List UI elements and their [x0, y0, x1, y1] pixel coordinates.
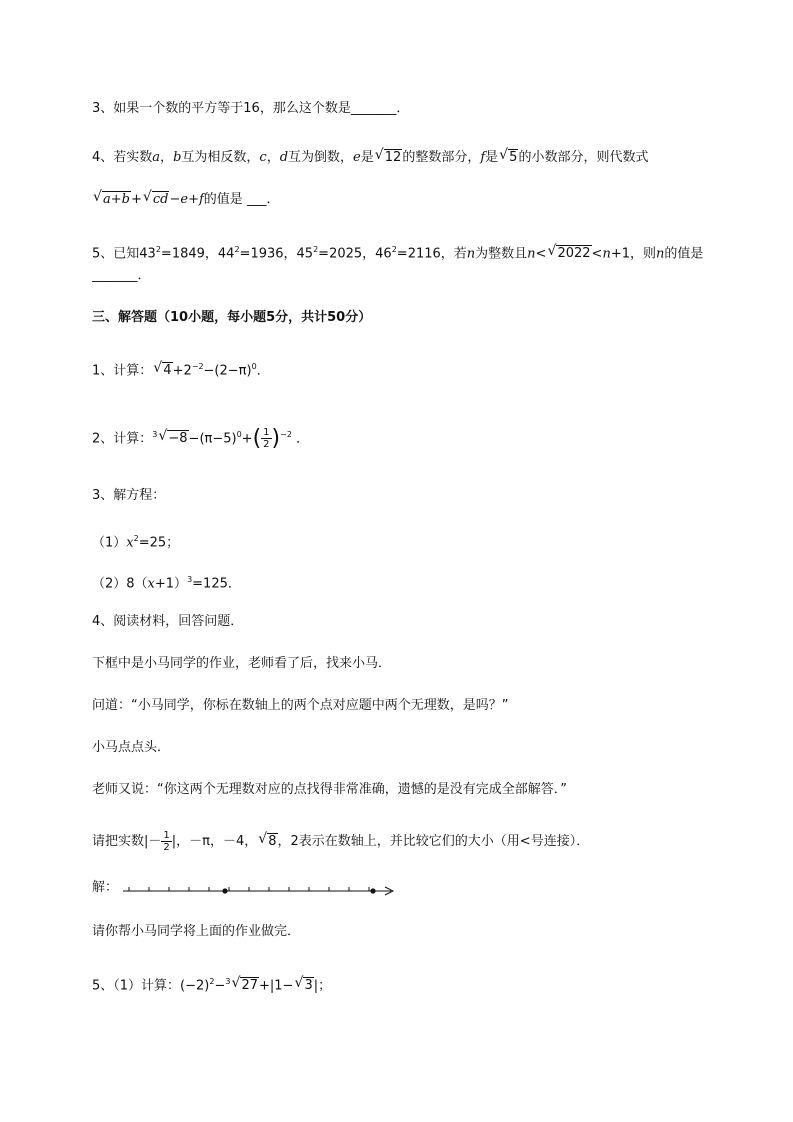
less-than: < [591, 246, 603, 262]
comma: ， [266, 150, 280, 165]
problem-4-text-1: 下框中是小马同学的作业，老师看了后，找来小马． [92, 656, 392, 671]
p2-text: + [241, 431, 253, 447]
q5-text: 为整数且 [475, 246, 528, 262]
radicand: 4 [163, 363, 172, 379]
radicand: 8 [268, 834, 277, 849]
sqrt-4: √ 4 [153, 360, 172, 379]
var-n: n [527, 246, 536, 262]
fraction-1-2 [261, 427, 271, 450]
exponent: −2 [191, 362, 204, 371]
q4-text: 互为相反数， [181, 150, 260, 165]
part-label: （1） [92, 535, 127, 551]
var-c: c [259, 150, 267, 165]
problem-3-part-1 [92, 529, 179, 553]
var-b: b [173, 150, 182, 165]
exponent: 2 [155, 245, 161, 254]
radicand: −8 [168, 431, 188, 447]
p1-text: 1、计算： [92, 363, 153, 379]
sqrt-8: √ 8 [258, 831, 277, 849]
comma: ， [160, 150, 174, 165]
question-3-text: 3、如果一个数的平方等于16，那么这个数是 [92, 101, 351, 116]
var-x: x [126, 535, 134, 551]
p5-text: 5、（1）计算： [92, 978, 181, 994]
period: ． [296, 431, 310, 447]
p5-text: − [214, 978, 226, 994]
problem-3-part-2 [92, 570, 241, 594]
exponent: 2 [391, 245, 397, 254]
radicand: 3 [304, 978, 313, 994]
numerator: 1 [163, 830, 170, 841]
cbrt-27: √ 27 [231, 975, 258, 994]
p5-text: (−2) [180, 978, 210, 994]
exponent: 3 [187, 575, 193, 584]
q4-text: 是 [360, 150, 374, 165]
answer-blank: ___ [246, 192, 267, 207]
q5-text: +1，则 [610, 246, 656, 262]
less-than: < [535, 246, 547, 262]
exponent: 0 [236, 430, 242, 439]
answer-blank: _______ [350, 101, 397, 116]
plus: + [130, 192, 142, 207]
root-index: 3 [225, 977, 231, 986]
root-index: 3 [152, 430, 158, 439]
q5-text: 的值是 [664, 246, 704, 262]
cbrt-neg-8: √ −8 [158, 428, 188, 447]
equation-rest: +1） [154, 576, 188, 592]
sqrt-12: √ 12 [374, 147, 402, 165]
exponent: 2 [133, 534, 139, 543]
p4-text: 请把实数|－ [92, 834, 162, 849]
radicand: 5 [509, 150, 518, 165]
p4-text: |，－π，－4， [171, 834, 258, 849]
var-f: f [480, 150, 486, 165]
sqrt-cd: √ cd [142, 189, 169, 207]
problem-4-text-3: 小马点点头． [92, 740, 171, 755]
sqrt-a-plus-b: √ a+b [93, 189, 130, 207]
problem-3-title: 3、解方程： [92, 488, 166, 503]
fraction-1-2 [161, 830, 171, 853]
equation-rest: =25； [138, 535, 180, 551]
radicand: cd [152, 192, 169, 207]
q4-text: 是 [485, 150, 499, 165]
part-label: （2）8（ [92, 576, 148, 592]
var-n: n [656, 246, 665, 262]
q5-text: =1849，44 [160, 246, 235, 262]
question-5-line-2 [92, 266, 151, 286]
q4-text: 互为倒数， [288, 150, 354, 165]
question-3 [92, 99, 409, 119]
q4-text: 4、若实数 [92, 150, 153, 165]
problem-4-title: 4、阅读材料，回答问题． [92, 614, 244, 629]
right-paren: ) [271, 425, 281, 451]
denominator: 2 [263, 439, 270, 451]
exponent: 2 [209, 977, 215, 986]
p2-text: 2、计算： [92, 431, 153, 447]
number-line-point [370, 888, 375, 893]
var-n: n [602, 246, 611, 262]
expr-rest: −e+f [169, 192, 204, 207]
q5-text: =1936，45 [239, 246, 314, 262]
exponent: −2 [280, 430, 292, 439]
period: ． [266, 192, 280, 207]
p1-text: −(2−π) [203, 363, 252, 379]
var-d: d [279, 150, 289, 165]
radicand: 2022 [557, 246, 591, 262]
p2-text: −(π−5) [188, 431, 237, 447]
number-line-point [222, 888, 227, 893]
sqrt-2022: √ 2022 [547, 243, 591, 262]
problem-4-text-5 [92, 830, 589, 853]
var-x: x [147, 576, 155, 592]
q4-text: 的值是 [203, 192, 243, 207]
equation-end: =125． [192, 576, 241, 592]
p4-text: ，2表示在数轴上，并比较它们的大小（用<号连接）． [277, 834, 590, 849]
exponent: 2 [313, 245, 319, 254]
number-line-ticks [129, 887, 369, 891]
question-4-line-1 [92, 148, 648, 168]
sqrt-3: √ 3 [294, 975, 313, 994]
problem-4-text-6: 请你帮小马同学将上面的作业做完． [92, 924, 301, 939]
problem-4-text-2: 问道：“小马同学，你标在数轴上的两个点对应题中两个无理数，是吗？” [92, 698, 509, 713]
var-e: e [353, 150, 361, 165]
number-line [123, 886, 398, 896]
sqrt-5: √ 5 [499, 147, 518, 165]
period: ． [256, 363, 270, 379]
problem-2 [92, 425, 309, 450]
exponent: 2 [234, 245, 240, 254]
question-5-line-1 [92, 240, 703, 264]
problem-4-text-4: 老师又说：“你这两个无理数对应的点找得非常准确，遗憾的是没有完成全部解答．” [92, 782, 567, 797]
var-a: a [152, 150, 161, 165]
var-n: n [466, 246, 476, 262]
q5-text: =2025，46 [318, 246, 392, 262]
radicand: 12 [384, 150, 402, 165]
problem-5 [92, 972, 331, 996]
section-title: 三、解答题（10小题，每小题5分，共计50分） [92, 310, 372, 325]
q4-text: 的小数部分，则代数式 [518, 150, 649, 165]
denominator: 2 [163, 842, 170, 853]
q5-text: 5、已知43 [92, 246, 156, 262]
p1-text: +2 [172, 363, 192, 379]
solution-label: 解： [92, 880, 119, 895]
period: ． [137, 268, 151, 283]
numerator: 1 [263, 427, 270, 439]
answer-blank: _______ [92, 268, 138, 283]
p5-text: +|1− [259, 978, 294, 994]
radicand: a+b [103, 192, 130, 207]
p5-text: |； [313, 978, 332, 994]
radicand: 27 [241, 978, 258, 994]
left-paren: ( [252, 425, 262, 451]
q4-text: 的整数部分， [402, 150, 481, 165]
exponent: 0 [251, 362, 257, 371]
q5-text: =2116，若 [396, 246, 467, 262]
problem-1 [92, 357, 270, 381]
question-4-line-2 [92, 190, 279, 210]
period: ． [396, 101, 410, 116]
